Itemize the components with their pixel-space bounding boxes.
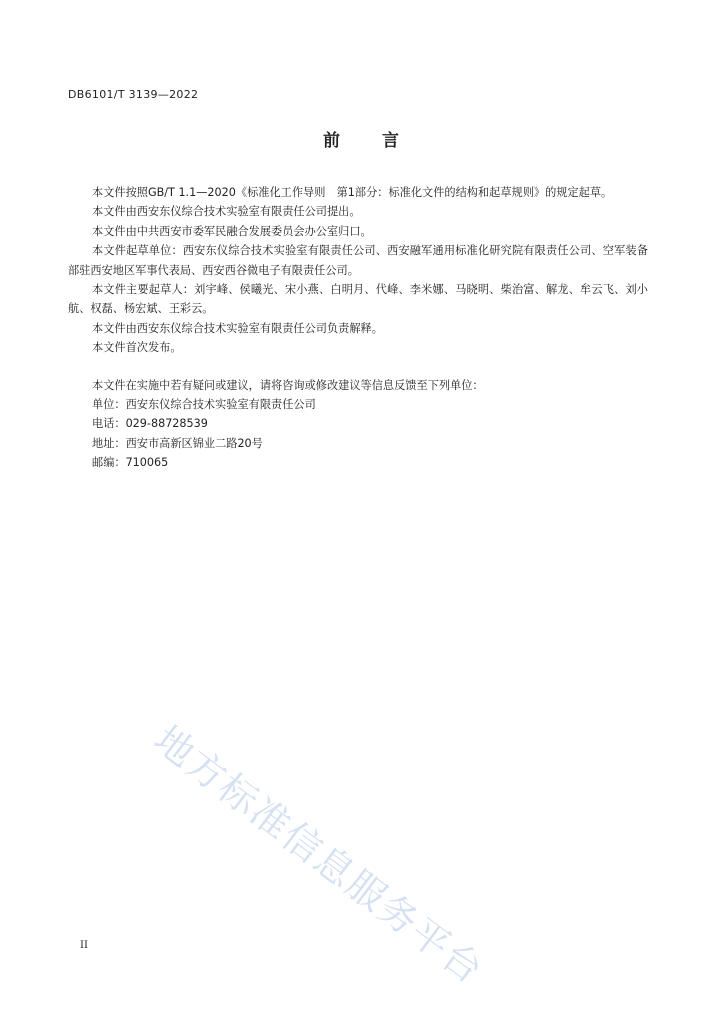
document-code: DB6101/T 3139—2022	[68, 88, 199, 101]
contact-block	[68, 376, 648, 473]
paragraph-drafting-units: 本文件起草单位：西安东仪综合技术实验室有限责任公司、西安融军通用标准化研究院有限责任公司、空军装备部驻西安地区军事代表局、西安西谷微电子有限责任公司。	[68, 244, 648, 277]
page-title	[0, 126, 724, 151]
contact-unit: 单位：西安东仪综合技术实验室有限责任公司	[92, 398, 316, 412]
watermark: 地方标准信息服务平台	[146, 717, 493, 994]
title-part-2: 言	[382, 131, 401, 151]
page-number: II	[80, 940, 88, 951]
paragraph-drafting-rules: 本文件按照GB/T 1.1—2020《标准化工作导则 第1部分：标准化文件的结构和起草规则》的规定起草。	[92, 186, 613, 199]
paragraph-first-release: 本文件首次发布。	[92, 341, 182, 355]
contact-phone: 电话：029-88728539	[92, 417, 208, 431]
paragraph-interpretation: 本文件由西安东仪综合技术实验室有限责任公司负责解释。	[92, 321, 383, 335]
paragraph-proposer: 本文件由西安东仪综合技术实验室有限责任公司提出。	[92, 205, 361, 219]
contact-intro: 本文件在实施中若有疑问或建议，请将咨询或修改建议等信息反馈至下列单位：	[92, 378, 484, 392]
contact-postcode: 邮编：710065	[92, 456, 169, 470]
paragraph-drafters: 本文件主要起草人：刘宇峰、侯曦光、宋小燕、白明月、代峰、李米娜、马晓明、柴治富、解龙、牟云飞、刘小航、权磊、杨宏斌、王彩云。	[68, 283, 648, 316]
contact-address: 地址：西安市高新区锦业二路20号	[92, 436, 263, 450]
paragraph-administrator: 本文件由中共西安市委军民融合发展委员会办公室归口。	[92, 224, 372, 238]
title-part-1: 前	[323, 131, 342, 151]
foreword-body	[68, 183, 648, 473]
